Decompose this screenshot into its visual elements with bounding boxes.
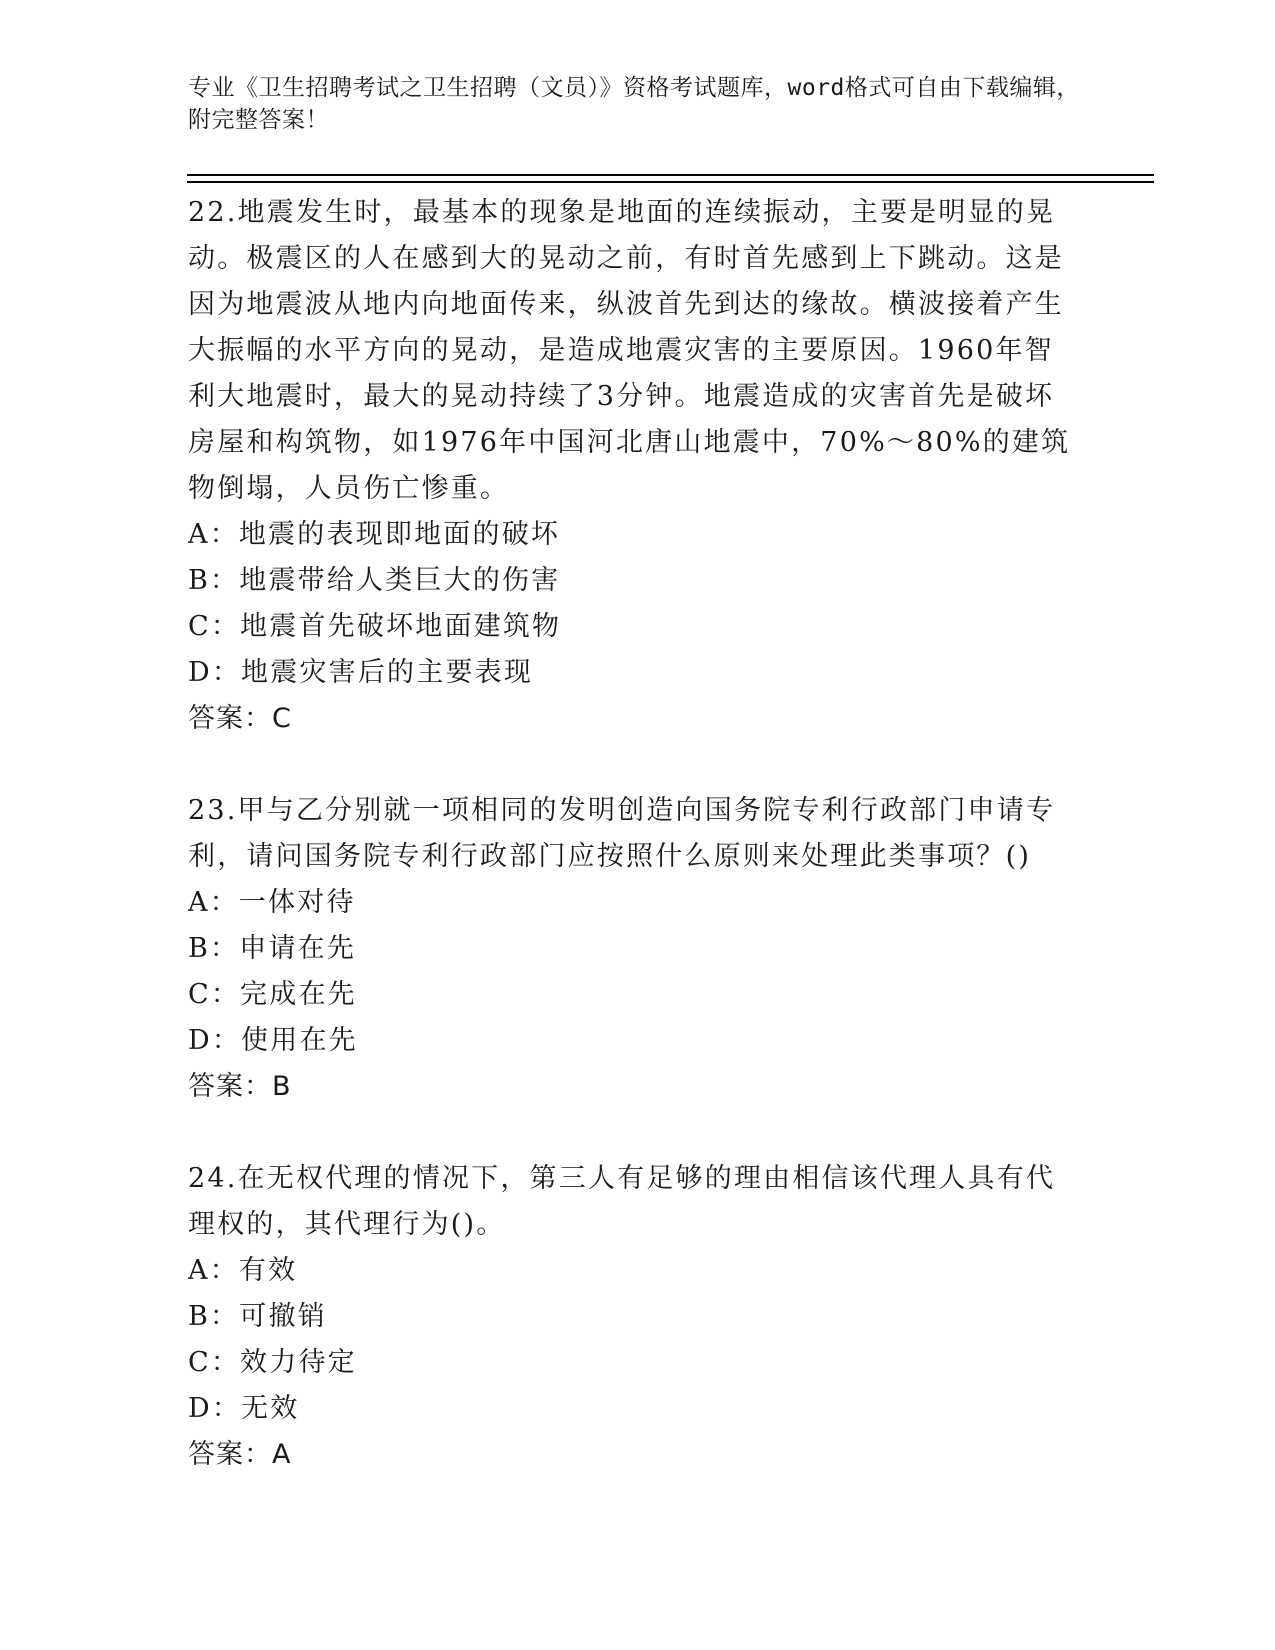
question-23 <box>188 788 1078 1110</box>
answer: 答案：C <box>188 703 292 734</box>
question-stem: 22.地震发生时，最基本的现象是地面的连续振动，主要是明显的晃动。极震区的人在感到大的晃动之前，有时首先感到上下跳动。这是因为地震波从地内向地面传来，纵波首先到达的缘故。横波接着产生大振幅的水平方向的晃动，是造成地震灾害的主要原因。1960年智利大地震时，最大的晃动持续了3分钟。地震造成的灾害首先是破坏房屋和构筑物，如1976年中国河北唐山地震中，70%～80%的建筑物倒塌，人员伤亡惨重。 <box>188 197 1071 504</box>
question-stem: 24.在无权代理的情况下，第三人有足够的理由相信该代理人具有代理权的，其代理行为()。 <box>188 1163 1056 1240</box>
option-b: B：申请在先 <box>188 933 357 964</box>
header-text: 专业《卫生招聘考试之卫生招聘（文员）》资格考试题库，word格式可自由下载编辑，附完整答案！ <box>188 75 1080 133</box>
document-header <box>188 72 1088 136</box>
answer: 答案：B <box>188 1071 292 1102</box>
option-a: A：一体对待 <box>188 887 356 918</box>
option-d: D：无效 <box>188 1393 300 1424</box>
question-list <box>188 190 1078 1524</box>
option-d: D：地震灾害后的主要表现 <box>188 657 534 688</box>
question-22 <box>188 190 1078 742</box>
option-c: C：效力待定 <box>188 1347 357 1378</box>
question-24 <box>188 1156 1078 1478</box>
option-c: C：完成在先 <box>188 979 357 1010</box>
option-a: A：地震的表现即地面的破坏 <box>188 519 561 550</box>
header-divider-top <box>187 174 1154 176</box>
option-a: A：有效 <box>188 1255 298 1286</box>
answer: 答案：A <box>188 1439 292 1470</box>
question-stem: 23.甲与乙分别就一项相同的发明创造向国务院专利行政部门申请专利，请问国务院专利行政部门应按照什么原则来处理此类事项？() <box>188 795 1056 872</box>
option-b: B：可撤销 <box>188 1301 327 1332</box>
option-b: B：地震带给人类巨大的伤害 <box>188 565 561 596</box>
header-divider-bottom <box>187 181 1154 183</box>
option-d: D：使用在先 <box>188 1025 358 1056</box>
option-c: C：地震首先破坏地面建筑物 <box>188 611 562 642</box>
